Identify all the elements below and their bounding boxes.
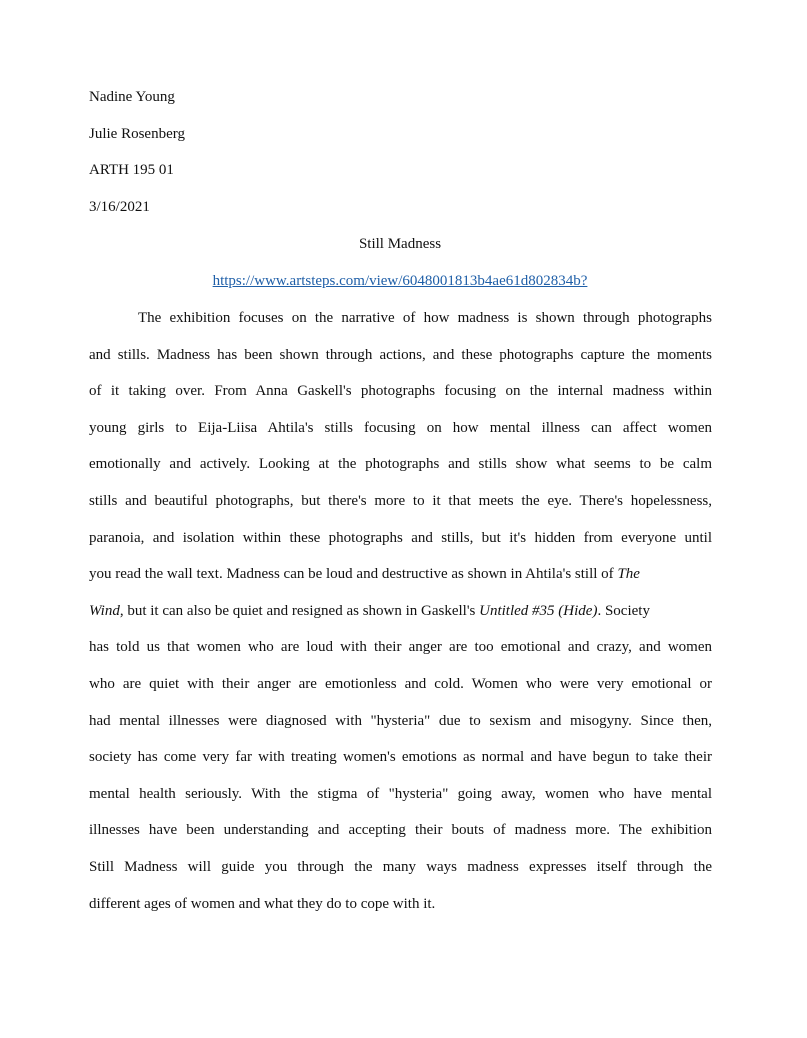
body-line-9 [89, 602, 729, 639]
essay-body [89, 309, 729, 931]
body-line-8 [89, 565, 729, 602]
body-line-16: Still Madness will guide you through the many ways madness expresses itself through the [89, 858, 712, 875]
document-title: Still Madness [358, 236, 442, 252]
document-date: 3/16/2021 [89, 199, 150, 215]
body-line-7: paranoia, and isolation within these photographs and stills, but it's hidden from everyone until [89, 529, 712, 546]
body-line-5: emotionally and actively. Looking at the photographs and stills show what seems to be calm [89, 456, 712, 473]
body-line-2: and stills. Madness has been shown through actions, and these photographs capture the moments [89, 346, 712, 363]
body-line-11: who are quiet with their anger are emotionless and cold. Women who were very emotional or [89, 675, 712, 692]
body-line-15: illnesses have been understanding and accepting their bouts of madness more. The exhibition [89, 822, 712, 839]
author-name: Nadine Young [89, 89, 175, 105]
body-line-3: of it taking over. From Anna Gaskell's photographs focusing on the internal madness within [89, 383, 712, 400]
body-line-13: society has come very far with treating women's emotions as normal and have begun to take their [89, 749, 712, 766]
instructor-name: Julie Rosenberg [89, 126, 185, 142]
artwork-title-the-wind-part2: Wind [89, 602, 120, 619]
artwork-title-untitled-35: Untitled #35 (Hide) [479, 602, 598, 619]
body-line-10: has told us that women who are loud with their anger are too emotional and crazy, and women [89, 639, 712, 656]
artwork-title-the-wind-part1: The [617, 566, 640, 583]
body-line-8-text: you read the wall text. Madness can be loud and destructive as shown in Ahtila's still of [89, 566, 614, 583]
body-line-9-text: , but it can also be quiet and resigned as shown in Gaskell's [119, 602, 476, 619]
body-line-9-end: . Society [597, 602, 650, 619]
body-line-14: mental health seriously. With the stigma of "hysteria" going away, women who have mental [89, 785, 712, 802]
exhibition-link-container [0, 272, 800, 290]
body-line-17: different ages of women and what they do to cope with it. [89, 895, 436, 912]
body-line-1: The exhibition focuses on the narrative of how madness is shown through photographs [138, 310, 712, 326]
body-line-12: had mental illnesses were diagnosed with "hysteria" due to sexism and misogyny. Since then, [89, 712, 712, 729]
body-line-6: stills and beautiful photographs, but there's more to it that meets the eye. There's hopelessness, [89, 492, 712, 509]
exhibition-link[interactable]: https://www.artsteps.com/view/6048001813b4ae61d802834b? [212, 273, 588, 289]
course-code: ARTH 195 01 [89, 162, 174, 178]
body-line-4: young girls to Eija-Liisa Ahtila's stills focusing on how mental illness can affect women [89, 419, 712, 436]
